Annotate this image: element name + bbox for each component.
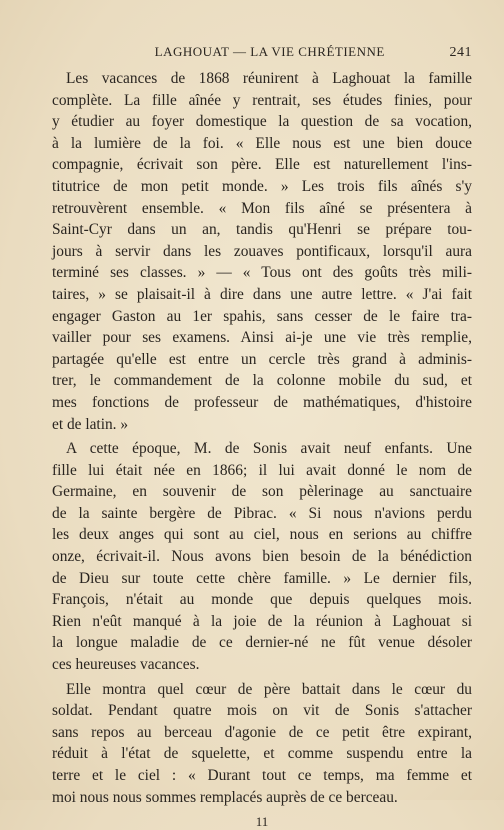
text-line: mes fonctions de professeur de mathématiques, d'histoire — [52, 393, 472, 411]
text-line: la longue maladie de ce dernier-né ne fût venue désoler — [52, 634, 472, 652]
text-line: Les vacances de 1868 réunirent à Laghouat la famille — [66, 70, 472, 87]
paragraph — [52, 679, 472, 809]
text-line: François, n'était au monde que depuis quelques mois. — [52, 591, 472, 609]
text-line: les deux anges qui sont au ciel, nous en serions au chiffre — [52, 526, 472, 544]
page — [52, 44, 472, 830]
text-line: réduit à l'état de squelette, et comme suspendu entre la — [52, 745, 472, 763]
text-line: complète. La fille aînée y rentrait, ses études finies, pour — [52, 91, 472, 109]
text-line: de Dieu sur toute cette chère famille. » Le dernier fils, — [52, 569, 472, 587]
text-line: Rien n'eût manqué à la joie de la réunion à Laghouat si — [52, 612, 472, 630]
text-line: soldat. Pendant quatre mois on vit de Sonis s'attacher — [52, 702, 472, 720]
text-line: taires, » se plaisait-il à dire dans une autre lettre. « J'ai fait — [52, 285, 472, 303]
text-line: Germaine, en souvenir de son pèlerinage au sanctuaire — [52, 483, 472, 501]
body-text — [52, 68, 472, 808]
text-line: ces heureuses vacances. — [52, 656, 200, 674]
text-line: y étudier au foyer domestique la question de sa vocation, — [52, 113, 472, 131]
paragraph — [52, 68, 472, 435]
running-head — [52, 44, 472, 66]
text-line: partagée qu'elle est entre un cercle très grand à adminis- — [52, 350, 472, 368]
text-line: moi nous nous sommes remplacés auprès de ce berceau. — [52, 788, 398, 806]
text-line: vailler pour ses examens. Ainsi ai-je une vie très remplie, — [52, 329, 472, 347]
text-line: titutrice de mon petit monde. » Les trois fils aînés s'y — [52, 177, 472, 195]
text-line: A cette époque, M. de Sonis avait neuf enfants. Une — [66, 440, 472, 458]
text-line: et de latin. » — [52, 415, 129, 433]
signature-mark: 11 — [255, 814, 269, 830]
text-line: jours à servir dans les zouaves pontificaux, lorsqu'il aura — [52, 242, 472, 260]
text-line: de la sainte bergère de Pibrac. « Si nous n'avions perdu — [52, 504, 472, 522]
text-line: terre et le ciel : « Durant tout ce temps, ma femme et — [52, 767, 472, 784]
running-title: LAGHOUAT — LA VIE CHRÉTIENNE — [154, 44, 385, 59]
text-line: engager Gaston au 1er spahis, sans cesser de le faire tra- — [52, 307, 472, 325]
text-line: terminé ses classes. » — « Tous ont des goûts très mili- — [52, 264, 472, 282]
text-line: sans repos au berceau d'agonie de ce petit être expirant, — [52, 723, 472, 741]
text-line: retrouvèrent ensemble. « Mon fils aîné se présentera à — [52, 199, 472, 217]
text-line: à la lumière de la foi. « Elle nous est une bien douce — [52, 134, 472, 152]
text-line: trer, le commandement de la colonne mobile du sud, et — [52, 372, 472, 390]
text-line: Elle montra quel cœur de père battait dans le cœur du — [66, 680, 472, 698]
page-number: 241 — [449, 45, 472, 60]
text-line: compagnie, écrivait son père. Elle est naturellement l'ins- — [52, 156, 472, 174]
text-line: fille lui était née en 1866; il lui avait donné le nom de — [52, 461, 472, 479]
paragraph — [52, 438, 472, 676]
text-line: Saint-Cyr dans un an, tandis qu'Henri se prépare tou- — [52, 221, 472, 239]
text-line: onze, écrivait-il. Nous avons bien besoin de la bénédiction — [52, 548, 472, 566]
